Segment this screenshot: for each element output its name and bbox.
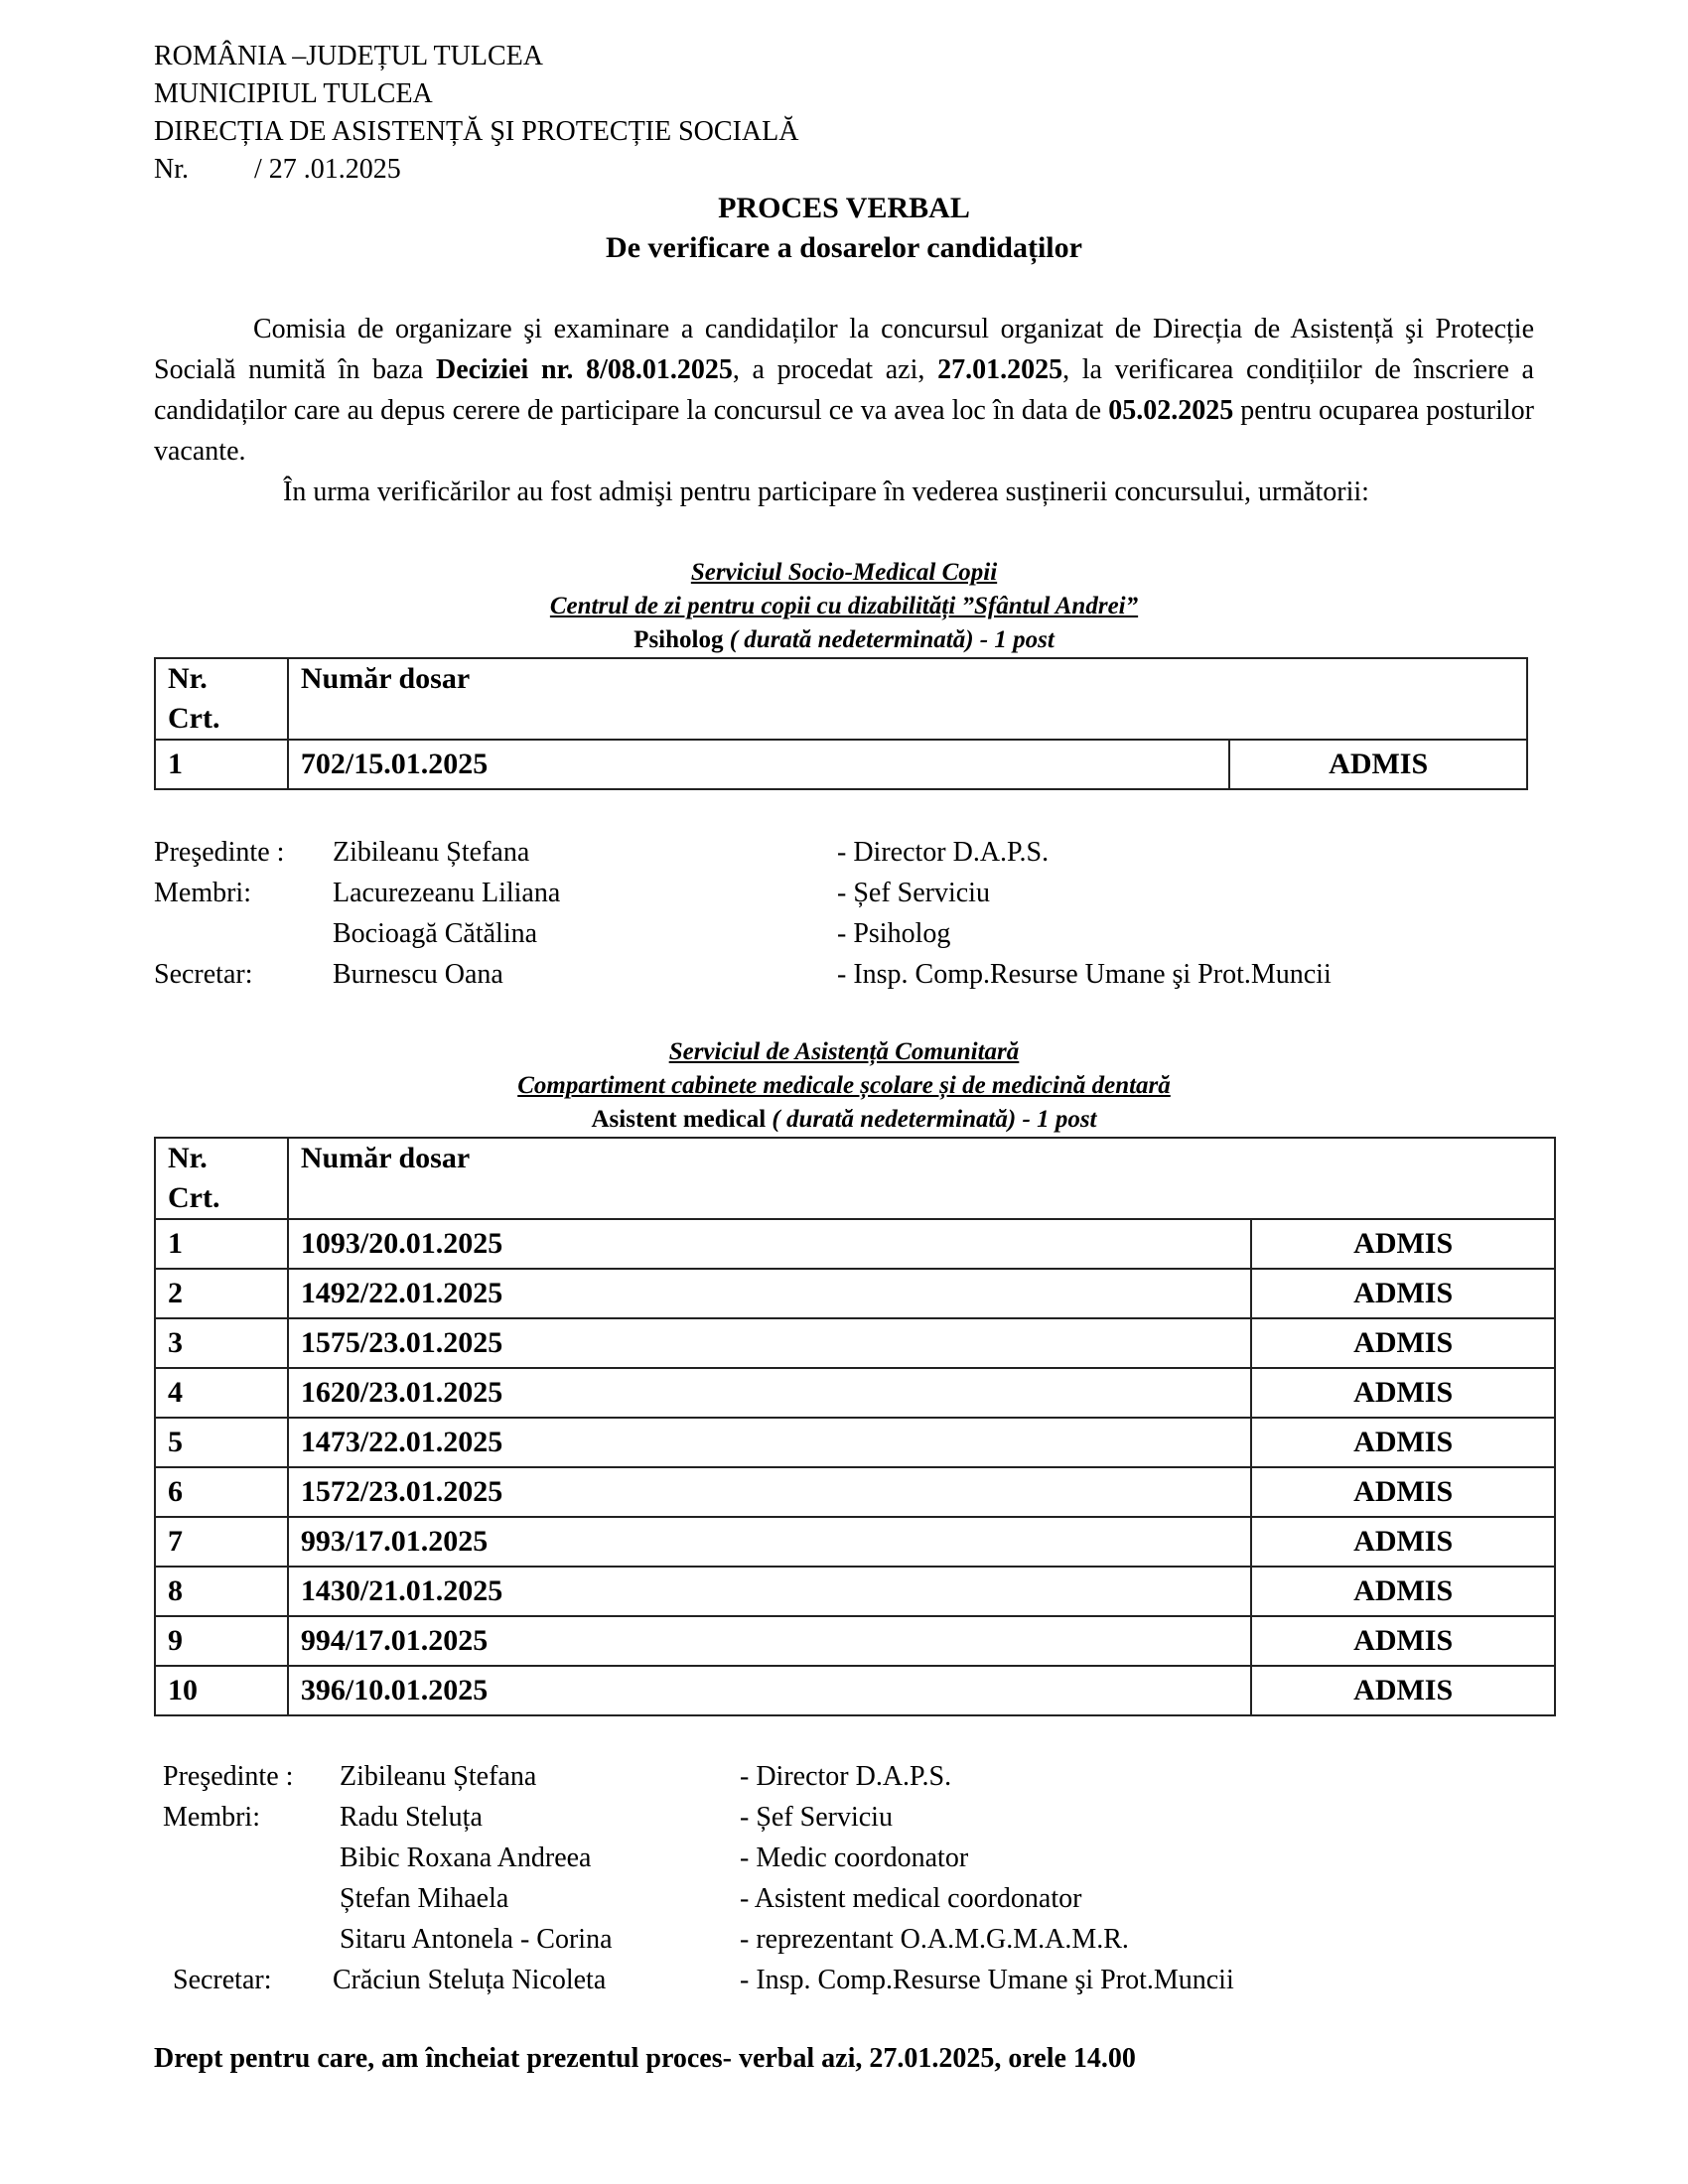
committee-member-function: - Insp. Comp.Resurse Umane şi Prot.Muncii bbox=[740, 1965, 1234, 1995]
committee-member-name: Lacurezeanu Liliana bbox=[333, 878, 561, 908]
file-number: 993/17.01.2025 bbox=[288, 1517, 1251, 1567]
committee-member-function: - Psiholog bbox=[837, 918, 951, 949]
committee-member-name: Bibic Roxana Andreea bbox=[340, 1843, 592, 1873]
row-number: 9 bbox=[155, 1616, 288, 1666]
status-cell: ADMIS bbox=[1251, 1368, 1555, 1418]
status-cell: ADMIS bbox=[1251, 1418, 1555, 1467]
header-directorate: DIRECȚIA DE ASISTENȚĂ ŞI PROTECȚIE SOCIALĂ bbox=[154, 116, 799, 147]
committee-role-label: Preşedinte : bbox=[154, 837, 285, 868]
file-number: 1473/22.01.2025 bbox=[288, 1418, 1251, 1467]
status-cell: ADMIS bbox=[1251, 1517, 1555, 1567]
header-country-county: ROMÂNIA –JUDEȚUL TULCEA bbox=[154, 41, 543, 71]
row-number: 8 bbox=[155, 1567, 288, 1616]
section2-center: Compartiment cabinete medicale școlare și de medicină dentară bbox=[517, 1072, 1171, 1099]
row-number: 5 bbox=[155, 1418, 288, 1467]
row-number: 1 bbox=[155, 1219, 288, 1269]
row-number: 10 bbox=[155, 1666, 288, 1715]
table-row bbox=[155, 740, 1527, 789]
committee-member-name: Sitaru Antonela - Corina bbox=[340, 1924, 613, 1955]
header-municipality: MUNICIPIUL TULCEA bbox=[154, 78, 433, 109]
section2-position: Asistent medical ( durată nedeterminată) - 1 post bbox=[591, 1106, 1097, 1133]
col-nr-crt: Nr. Crt. bbox=[155, 658, 288, 740]
committee-role-label: Membri: bbox=[154, 878, 251, 908]
committee-member-name: Burnescu Oana bbox=[333, 959, 503, 990]
col-numar-dosar: Număr dosar bbox=[288, 1138, 1555, 1219]
committee-member-name: Bocioagă Cătălina bbox=[333, 918, 538, 949]
file-number: 1620/23.01.2025 bbox=[288, 1368, 1251, 1418]
committee-member-name: Zibileanu Ștefana bbox=[340, 1761, 537, 1792]
committee-member-function: - Asistent medical coordonator bbox=[740, 1883, 1082, 1914]
col-nr-crt: Nr. Crt. bbox=[155, 1138, 288, 1219]
table-header-row bbox=[155, 1138, 1555, 1219]
exam-date: 05.02.2025 bbox=[1108, 395, 1234, 426]
section1-table bbox=[154, 657, 1528, 790]
committee-member-name: Zibileanu Ștefana bbox=[333, 837, 530, 868]
committee-role-label: Membri: bbox=[163, 1802, 260, 1833]
section1-service: Serviciul Socio-Medical Copii bbox=[690, 559, 998, 586]
file-number: 396/10.01.2025 bbox=[288, 1666, 1251, 1715]
committee-role-label: Preşedinte : bbox=[163, 1761, 294, 1792]
status-cell: ADMIS bbox=[1251, 1666, 1555, 1715]
file-number: 1093/20.01.2025 bbox=[288, 1219, 1251, 1269]
table-row bbox=[155, 1517, 1555, 1567]
intro-p2: În urma verificărilor au fost admişi pentru participare în vederea susținerii concursului, următorii: bbox=[283, 477, 1369, 507]
number-date: / 27 .01.2025 bbox=[254, 154, 401, 185]
status-cell: ADMIS bbox=[1229, 740, 1527, 789]
status-cell: ADMIS bbox=[1251, 1269, 1555, 1318]
row-number: 7 bbox=[155, 1517, 288, 1567]
table-row bbox=[155, 1418, 1555, 1467]
closing-statement: Drept pentru care, am încheiat prezentul proces- verbal azi, 27.01.2025, orele 14.00 bbox=[154, 2043, 1136, 2074]
number-label: Nr. bbox=[154, 154, 189, 185]
file-number: 702/15.01.2025 bbox=[288, 740, 1229, 789]
status-cell: ADMIS bbox=[1251, 1616, 1555, 1666]
committee-member-function: - Șef Serviciu bbox=[837, 878, 990, 908]
file-number: 1572/23.01.2025 bbox=[288, 1467, 1251, 1517]
row-number: 1 bbox=[155, 740, 288, 789]
status-cell: ADMIS bbox=[1251, 1219, 1555, 1269]
committee-member-function: - Șef Serviciu bbox=[740, 1802, 893, 1833]
row-number: 3 bbox=[155, 1318, 288, 1368]
section2-table bbox=[154, 1137, 1556, 1716]
table-row bbox=[155, 1368, 1555, 1418]
table-row bbox=[155, 1666, 1555, 1715]
section2-service: Serviciul de Asistență Comunitară bbox=[668, 1038, 1020, 1065]
table-row bbox=[155, 1269, 1555, 1318]
file-number: 1430/21.01.2025 bbox=[288, 1567, 1251, 1616]
document-subtitle: De verificare a dosarelor candidaților bbox=[606, 231, 1082, 264]
row-number: 4 bbox=[155, 1368, 288, 1418]
status-cell: ADMIS bbox=[1251, 1467, 1555, 1517]
table-row bbox=[155, 1567, 1555, 1616]
table-row bbox=[155, 1318, 1555, 1368]
row-number: 6 bbox=[155, 1467, 288, 1517]
table-row bbox=[155, 1467, 1555, 1517]
intro-paragraph bbox=[154, 309, 1534, 512]
committee-member-name: Ștefan Mihaela bbox=[340, 1883, 509, 1914]
committee-member-function: - Director D.A.P.S. bbox=[837, 837, 1050, 868]
file-number: 1575/23.01.2025 bbox=[288, 1318, 1251, 1368]
status-cell: ADMIS bbox=[1251, 1318, 1555, 1368]
committee-member-function: - Medic coordonator bbox=[740, 1843, 969, 1873]
table-row bbox=[155, 1616, 1555, 1666]
section1-position: Psiholog ( durată nedeterminată) - 1 post bbox=[633, 626, 1055, 653]
status-cell: ADMIS bbox=[1251, 1567, 1555, 1616]
committee-member-name: Radu Steluța bbox=[340, 1802, 483, 1833]
section1-center: Centrul de zi pentru copii cu dizabilități ”Sfântul Andrei” bbox=[549, 593, 1139, 619]
verification-date: 27.01.2025 bbox=[937, 354, 1063, 385]
document-title: PROCES VERBAL bbox=[718, 192, 970, 224]
committee-member-name: Crăciun Steluța Nicoleta bbox=[333, 1965, 607, 1995]
committee-role-label: Secretar: bbox=[173, 1965, 272, 1995]
row-number: 2 bbox=[155, 1269, 288, 1318]
committee-role-label: Secretar: bbox=[154, 959, 253, 990]
table-header-row bbox=[155, 658, 1527, 740]
header-registration-number bbox=[154, 151, 401, 189]
col-numar-dosar: Număr dosar bbox=[288, 658, 1527, 740]
committee-member-function: - Insp. Comp.Resurse Umane şi Prot.Muncii bbox=[837, 959, 1332, 990]
file-number: 1492/22.01.2025 bbox=[288, 1269, 1251, 1318]
committee-member-function: - Director D.A.P.S. bbox=[740, 1761, 952, 1792]
file-number: 994/17.01.2025 bbox=[288, 1616, 1251, 1666]
table-row bbox=[155, 1219, 1555, 1269]
intro-p1: Comisia de organizare şi examinare a candidaților la concursul organizat de Direcția de Asistență şi Protecție Socială numită în baza Deciziei nr. 8/08.01.2025, a procedat azi, 27.01.2025, la verificarea condițiilor de înscriere a candidaților care au depus cerere de participare la concursul ce va avea loc în data de 05.02.2025 pentru ocuparea posturilor vacante. bbox=[154, 314, 1534, 467]
committee-member-function: - reprezentant O.A.M.G.M.A.M.R. bbox=[740, 1924, 1129, 1955]
decision-ref: Deciziei nr. 8/08.01.2025 bbox=[436, 354, 733, 385]
